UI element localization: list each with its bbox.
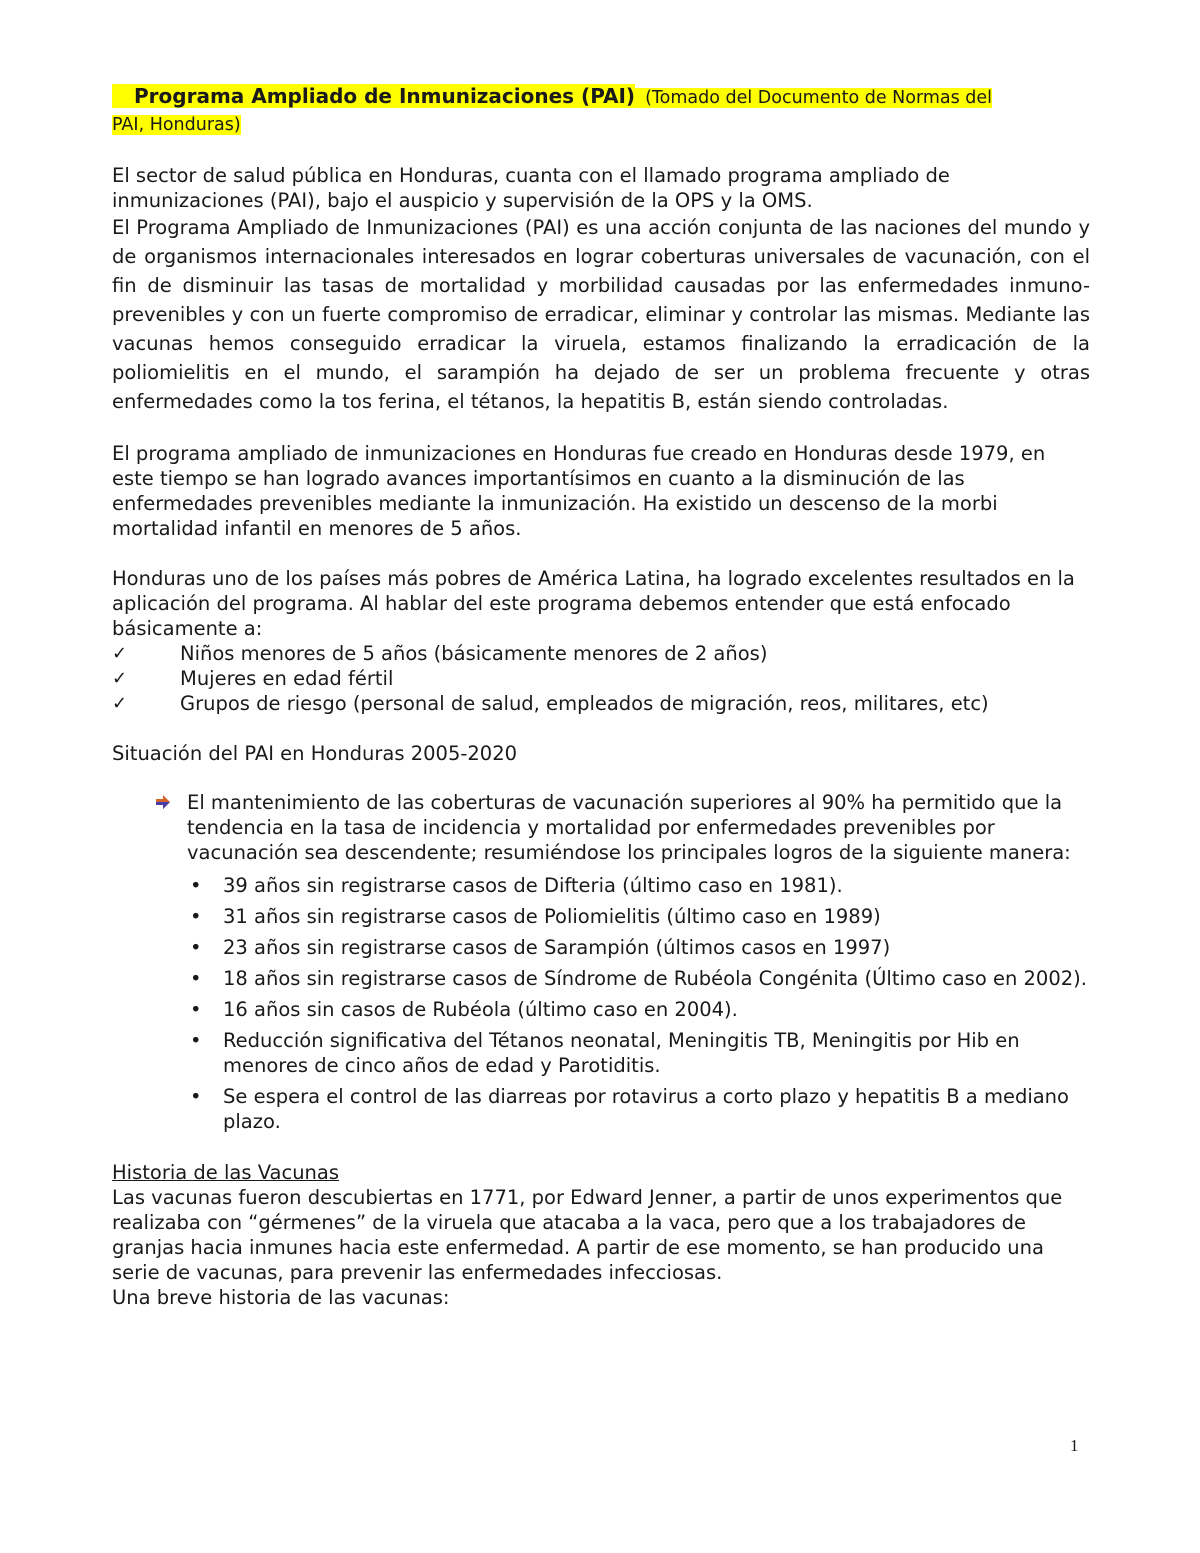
arrow-bullet-icon	[154, 794, 172, 810]
achievements-list	[112, 873, 1090, 1134]
list-item: ✓ Mujeres en edad fértil	[112, 667, 394, 690]
list-item: • 18 años sin registrarse casos de Síndrome de Rubéola Congénita (Último caso en 2002).	[190, 967, 1087, 990]
list-item: • 16 años sin casos de Rubéola (último caso en 2004).	[190, 998, 738, 1021]
list-item: • 39 años sin registrarse casos de Difteria (último caso en 1981).	[190, 874, 843, 897]
check-icon: ✓	[112, 643, 128, 664]
bullet-icon: •	[190, 905, 202, 928]
situation-heading: Situación del PAI en Honduras 2005-2020	[112, 742, 518, 765]
list-item: • Reducción significativa del Tétanos neonatal, Meningitis TB, Meningitis por Hib en menores de cinco años de edad y Parotiditis.	[190, 1029, 1020, 1077]
title-main: Programa Ampliado de Inmunizaciones (PAI)	[112, 84, 635, 108]
situation-summary	[112, 790, 1090, 865]
bullet-icon: •	[190, 967, 202, 990]
situation-text: El mantenimiento de las coberturas de vacunación superiores al 90% ha permitido que la tendencia en la tasa de incidencia y mortalidad por enfermedades prevenibles por vacunación sea descendente; resumiéndose los principales logros de la siguiente manera:	[187, 791, 1071, 864]
focus-list	[112, 641, 1090, 716]
list-item: • 31 años sin registrarse casos de Poliomielitis (último caso en 1989)	[190, 905, 881, 928]
title-source-cont: PAI, Honduras)	[112, 115, 241, 135]
document-page	[112, 84, 1090, 1310]
vaccines-heading: Historia de las Vacunas	[112, 1161, 340, 1184]
history-paragraph: El programa ampliado de inmunizaciones en Honduras fue creado en Honduras desde 1979, en este tiempo se han logrado avances importantísimos en cuanto a la disminución de las enfermedades prevenibles mediante la inmunización. Ha existido un descenso de la morbi mortalidad infantil en menores de 5 años.	[112, 442, 1046, 540]
bullet-icon: •	[190, 936, 202, 959]
bullet-icon: •	[190, 1029, 202, 1052]
document-title-cont	[112, 111, 1090, 138]
vaccines-intro: Una breve historia de las vacunas:	[112, 1286, 450, 1309]
document-title	[112, 84, 1090, 111]
intro-paragraph-1: El sector de salud pública en Honduras, cuanta con el llamado programa ampliado de inmunizaciones (PAI), bajo el auspicio y supervisión de la OPS y la OMS.	[112, 164, 950, 212]
page-number: 1	[1070, 1436, 1079, 1455]
check-icon: ✓	[112, 668, 128, 689]
vaccines-paragraph: Las vacunas fueron descubiertas en 1771, por Edward Jenner, a partir de unos experimentos que realizaba con “gérmenes” de la viruela que atacaba a la vaca, pero que a los trabajadores de granjas hacia inmunes hacia este enfermedad. A partir de ese momento, se han producido una serie de vacunas, para prevenir las enfermedades infecciosas.	[112, 1186, 1063, 1284]
list-item: • 23 años sin registrarse casos de Sarampión (últimos casos en 1997)	[190, 936, 891, 959]
focus-intro: Honduras uno de los países más pobres de América Latina, ha logrado excelentes resultados en la aplicación del programa. Al hablar del este programa debemos entender que está enfocado básicamente a:	[112, 567, 1075, 640]
list-item: ✓ Niños menores de 5 años (básicamente menores de 2 años)	[112, 642, 768, 665]
bullet-icon: •	[190, 1085, 202, 1108]
list-item: • Se espera el control de las diarreas por rotavirus a corto plazo y hepatitis B a mediano plazo.	[190, 1085, 1069, 1133]
title-source: (Tomado del Documento de Normas del	[635, 88, 992, 108]
bullet-icon: •	[190, 998, 202, 1021]
intro-paragraph-2: El Programa Ampliado de Inmunizaciones (PAI) es una acción conjunta de las naciones del mundo y de organismos internacionales interesados en lograr coberturas universales de vacunación, con el fin de disminuir las tasas de mortalidad y morbilidad causadas por las enfermedades inmuno-prevenibles y con un fuerte compromiso de erradicar, eliminar y controlar las mismas. Mediante las vacunas hemos conseguido erradicar la viruela, estamos finalizando la erradicación de la poliomielitis en el mundo, el sarampión ha dejado de ser un problema frecuente y otras enfermedades como la tos ferina, el tétanos, la hepatitis B, están siendo controladas.	[112, 216, 1090, 413]
bullet-icon: •	[190, 874, 202, 897]
list-item: ✓ Grupos de riesgo (personal de salud, empleados de migración, reos, militares, etc)	[112, 692, 989, 715]
check-icon: ✓	[112, 693, 128, 714]
